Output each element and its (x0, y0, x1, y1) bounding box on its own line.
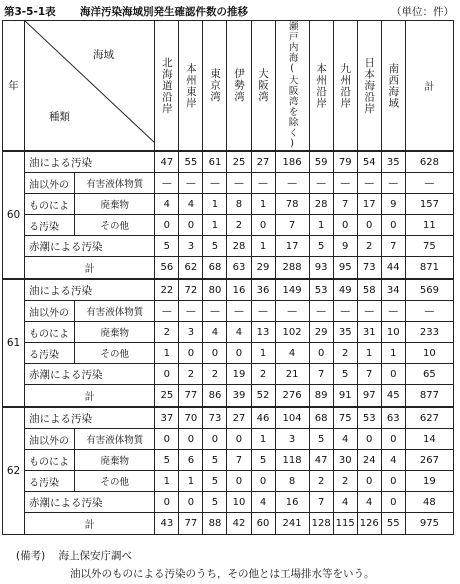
value-cell: 17 (275, 236, 309, 257)
value-cell: 1 (155, 471, 179, 492)
value-cell: 4 (203, 322, 227, 343)
value-cell: 0 (179, 429, 203, 450)
col-header: 瀬戸内海(大阪湾を除く) (275, 21, 309, 152)
value-cell: 4 (227, 322, 251, 343)
value-cell: 2 (251, 364, 275, 385)
value-cell: 58 (357, 279, 381, 301)
value-cell: 30 (333, 450, 357, 471)
value-cell: 2 (333, 343, 357, 364)
value-cell: — (203, 173, 227, 194)
year-cell: 61 (3, 279, 25, 407)
value-cell: 4 (179, 194, 203, 215)
value-cell: 104 (275, 407, 309, 429)
value-cell: 4 (155, 194, 179, 215)
value-cell: 3 (179, 236, 203, 257)
value-cell: 0 (357, 429, 381, 450)
value-cell: 1 (203, 215, 227, 236)
value-cell: 5 (203, 236, 227, 257)
value-cell: 569 (405, 279, 453, 301)
value-cell: 4 (251, 492, 275, 513)
value-cell: 0 (251, 215, 275, 236)
col-header: 大阪湾 (251, 21, 275, 152)
value-cell: 1 (309, 215, 333, 236)
value-cell: 0 (179, 343, 203, 364)
value-cell: — (357, 301, 381, 322)
value-cell: 11 (405, 215, 453, 236)
value-cell: 0 (227, 471, 251, 492)
value-cell: 47 (155, 151, 179, 173)
note-source: 海上保安庁調べ (58, 550, 133, 562)
value-cell: 72 (179, 279, 203, 301)
value-cell: 36 (251, 279, 275, 301)
value-cell: 0 (203, 343, 227, 364)
value-cell: 37 (155, 407, 179, 429)
value-cell: 2 (309, 471, 333, 492)
value-cell: 10 (405, 343, 453, 364)
year-header: 年 (3, 21, 25, 152)
value-cell: 233 (405, 322, 453, 343)
value-cell: 93 (309, 257, 333, 280)
total-row (3, 257, 454, 280)
value-cell: 47 (309, 450, 333, 471)
data-row (3, 364, 454, 385)
data-row (3, 301, 454, 322)
data-row (3, 215, 454, 236)
value-cell: 86 (203, 385, 227, 408)
col-header: 本州東岸 (179, 21, 203, 152)
data-row (3, 322, 454, 343)
value-cell: 6 (179, 450, 203, 471)
value-cell: 1 (381, 343, 405, 364)
value-cell: 77 (179, 513, 203, 535)
value-cell: 0 (155, 492, 179, 513)
value-cell: 115 (333, 513, 357, 535)
value-cell: 53 (309, 279, 333, 301)
row-label: 油以外の (25, 173, 75, 194)
value-cell: 91 (333, 385, 357, 408)
header-row (3, 21, 454, 152)
value-cell: 60 (251, 513, 275, 535)
total-label: 計 (25, 257, 155, 280)
value-cell: 52 (251, 385, 275, 408)
value-cell: 73 (203, 407, 227, 429)
total-row (3, 513, 454, 535)
sub-label: その他 (75, 215, 155, 236)
value-cell: 975 (405, 513, 453, 535)
value-cell: 0 (179, 215, 203, 236)
value-cell: — (251, 173, 275, 194)
data-row (3, 343, 454, 364)
value-cell: 89 (309, 385, 333, 408)
value-cell: 0 (227, 429, 251, 450)
value-cell: 65 (405, 364, 453, 385)
value-cell: 0 (203, 429, 227, 450)
value-cell: 34 (381, 279, 405, 301)
value-cell: — (179, 301, 203, 322)
diagonal-line (25, 21, 155, 143)
value-cell: 0 (309, 343, 333, 364)
data-row (3, 471, 454, 492)
value-cell: 5 (333, 364, 357, 385)
value-cell: 75 (405, 236, 453, 257)
value-cell: 1 (251, 429, 275, 450)
value-cell: 28 (227, 236, 251, 257)
value-cell: 1 (203, 194, 227, 215)
value-cell: 29 (251, 257, 275, 280)
value-cell: 2 (155, 322, 179, 343)
value-cell: 0 (381, 364, 405, 385)
row-label: 赤潮による汚染 (25, 492, 155, 513)
value-cell: 5 (203, 471, 227, 492)
row-label: 油による汚染 (25, 279, 155, 301)
value-cell: 19 (227, 364, 251, 385)
col-header: 南西海域 (381, 21, 405, 152)
value-cell: 276 (275, 385, 309, 408)
total-row (3, 385, 454, 408)
value-cell: 0 (357, 471, 381, 492)
value-cell: 2 (179, 364, 203, 385)
value-cell: 31 (357, 322, 381, 343)
value-cell: 77 (179, 385, 203, 408)
value-cell: 63 (227, 257, 251, 280)
value-cell: 49 (333, 279, 357, 301)
value-cell: 63 (381, 407, 405, 429)
value-cell: 56 (155, 257, 179, 280)
row-label: 油以外の (25, 429, 75, 450)
value-cell: — (357, 173, 381, 194)
row-label: 赤潮による汚染 (25, 236, 155, 257)
value-cell: 68 (203, 257, 227, 280)
value-cell: 42 (227, 513, 251, 535)
total-label: 計 (25, 513, 155, 535)
value-cell: 0 (227, 343, 251, 364)
value-cell: 118 (275, 450, 309, 471)
value-cell: 0 (155, 215, 179, 236)
row-label: ものによ (25, 450, 75, 471)
value-cell: 1 (179, 471, 203, 492)
total-label: 計 (25, 385, 155, 408)
value-cell: 95 (333, 257, 357, 280)
value-cell: 102 (275, 322, 309, 343)
value-cell: 186 (275, 151, 309, 173)
value-cell: 126 (357, 513, 381, 535)
diagonal-header (25, 21, 155, 152)
value-cell: 4 (381, 450, 405, 471)
row-label: る汚染 (25, 215, 75, 236)
sub-label: その他 (75, 471, 155, 492)
value-cell: 24 (357, 450, 381, 471)
value-cell: 4 (333, 429, 357, 450)
value-cell: 2 (203, 364, 227, 385)
note-label: (備考) (16, 550, 46, 562)
table-number: 第3-5-1表 (4, 6, 56, 18)
value-cell: 45 (381, 385, 405, 408)
value-cell: 7 (309, 492, 333, 513)
row-label: ものによ (25, 322, 75, 343)
data-row (3, 492, 454, 513)
value-cell: 62 (179, 257, 203, 280)
value-cell: 28 (309, 194, 333, 215)
value-cell: 2 (333, 471, 357, 492)
value-cell: 21 (275, 364, 309, 385)
value-cell: — (405, 301, 453, 322)
col-header: 九州沿岸 (333, 21, 357, 152)
value-cell: 27 (251, 151, 275, 173)
value-cell: 80 (203, 279, 227, 301)
data-row (3, 429, 454, 450)
value-cell: 55 (381, 513, 405, 535)
sub-label: 有害液体物質 (75, 173, 155, 194)
sub-label: その他 (75, 343, 155, 364)
value-cell: 5 (203, 450, 227, 471)
value-cell: 17 (357, 194, 381, 215)
value-cell: 25 (155, 385, 179, 408)
value-cell: 0 (381, 492, 405, 513)
value-cell: 5 (309, 236, 333, 257)
value-cell: — (405, 173, 453, 194)
row-label: 油による汚染 (25, 151, 155, 173)
col-header: 伊勢湾 (227, 21, 251, 152)
row-label: 油による汚染 (25, 407, 155, 429)
col-header: 北海道沿岸 (155, 21, 179, 152)
table-title-bar (2, 2, 458, 18)
value-cell: 1 (251, 194, 275, 215)
data-row (3, 173, 454, 194)
value-cell: 16 (227, 279, 251, 301)
value-cell: 53 (357, 407, 381, 429)
value-cell: 88 (203, 513, 227, 535)
value-cell: 54 (357, 151, 381, 173)
value-cell: — (275, 173, 309, 194)
value-cell: 59 (309, 151, 333, 173)
value-cell: 29 (309, 322, 333, 343)
value-cell: 0 (333, 215, 357, 236)
value-cell: — (203, 301, 227, 322)
value-cell: 877 (405, 385, 453, 408)
note-line-1 (16, 548, 132, 563)
value-cell: 35 (333, 322, 357, 343)
value-cell: 48 (405, 492, 453, 513)
value-cell: 3 (275, 429, 309, 450)
area-label: 海域 (93, 49, 115, 61)
value-cell: 3 (179, 322, 203, 343)
value-cell: 267 (405, 450, 453, 471)
value-cell: 1 (251, 343, 275, 364)
value-cell: 157 (405, 194, 453, 215)
value-cell: 10 (227, 492, 251, 513)
value-cell: 44 (381, 257, 405, 280)
value-cell: 97 (357, 385, 381, 408)
value-cell: 73 (357, 257, 381, 280)
data-row (3, 151, 454, 173)
value-cell: 241 (275, 513, 309, 535)
value-cell: 61 (203, 151, 227, 173)
value-cell: 9 (381, 194, 405, 215)
value-cell: 2 (227, 215, 251, 236)
value-cell: 4 (357, 492, 381, 513)
sub-label: 廃棄物 (75, 450, 155, 471)
value-cell: 9 (333, 236, 357, 257)
value-cell: — (333, 173, 357, 194)
col-header: 計 (405, 21, 453, 152)
row-label: 油以外の (25, 301, 75, 322)
value-cell: 0 (357, 215, 381, 236)
value-cell: 8 (275, 471, 309, 492)
sub-label: 廃棄物 (75, 322, 155, 343)
col-header: 本州沿岸 (309, 21, 333, 152)
value-cell: 0 (155, 429, 179, 450)
data-row (3, 236, 454, 257)
value-cell: 7 (357, 364, 381, 385)
value-cell: 0 (179, 492, 203, 513)
value-cell: 43 (155, 513, 179, 535)
value-cell: — (155, 173, 179, 194)
value-cell: 16 (275, 492, 309, 513)
value-cell: 19 (405, 471, 453, 492)
value-cell: — (309, 173, 333, 194)
year-cell: 60 (3, 151, 25, 279)
value-cell: 78 (275, 194, 309, 215)
data-row (3, 407, 454, 429)
value-cell: 1 (155, 343, 179, 364)
row-label: ものによ (25, 194, 75, 215)
col-header: 日本海沿岸 (357, 21, 381, 152)
note-line-2: 油以外のものによる汚染のうち，その他とは工場排水等をいう。 (70, 568, 375, 580)
year-cell: 62 (3, 407, 25, 535)
sub-label: 有害液体物質 (75, 301, 155, 322)
value-cell: 5 (155, 450, 179, 471)
value-cell: 75 (333, 407, 357, 429)
value-cell: 2 (357, 236, 381, 257)
data-row (3, 194, 454, 215)
value-cell: 79 (333, 151, 357, 173)
col-header: 東京湾 (203, 21, 227, 152)
sub-label: 廃棄物 (75, 194, 155, 215)
value-cell: 1 (357, 343, 381, 364)
value-cell: 128 (309, 513, 333, 535)
value-cell: 39 (227, 385, 251, 408)
value-cell: 8 (227, 194, 251, 215)
value-cell: — (179, 173, 203, 194)
pollution-table (2, 20, 454, 535)
value-cell: — (155, 301, 179, 322)
value-cell: 5 (155, 236, 179, 257)
value-cell: — (275, 301, 309, 322)
value-cell: — (227, 301, 251, 322)
value-cell: 4 (275, 343, 309, 364)
value-cell: — (381, 173, 405, 194)
value-cell: 0 (381, 215, 405, 236)
value-cell: 5 (309, 429, 333, 450)
value-cell: 25 (227, 151, 251, 173)
value-cell: 35 (381, 151, 405, 173)
value-cell: 628 (405, 151, 453, 173)
value-cell: 14 (405, 429, 453, 450)
row-label: る汚染 (25, 471, 75, 492)
value-cell: — (251, 301, 275, 322)
value-cell: 288 (275, 257, 309, 280)
value-cell: 46 (251, 407, 275, 429)
value-cell: 22 (155, 279, 179, 301)
data-row (3, 279, 454, 301)
value-cell: — (227, 173, 251, 194)
data-row (3, 450, 454, 471)
value-cell: 7 (309, 364, 333, 385)
value-cell: 0 (251, 471, 275, 492)
value-cell: 7 (227, 450, 251, 471)
table-title: 海洋汚染海域別発生確認件数の推移 (80, 6, 248, 18)
value-cell: 5 (203, 492, 227, 513)
value-cell: 55 (179, 151, 203, 173)
value-cell: — (381, 301, 405, 322)
value-cell: 1 (251, 236, 275, 257)
value-cell: — (333, 301, 357, 322)
value-cell: 0 (381, 471, 405, 492)
value-cell: 627 (405, 407, 453, 429)
type-label: 種類 (49, 111, 71, 123)
value-cell: — (309, 301, 333, 322)
value-cell: 10 (381, 322, 405, 343)
value-cell: 7 (381, 236, 405, 257)
row-label: 赤潮による汚染 (25, 364, 155, 385)
value-cell: 70 (179, 407, 203, 429)
value-cell: 4 (333, 492, 357, 513)
value-cell: 7 (275, 215, 309, 236)
value-cell: 27 (227, 407, 251, 429)
value-cell: 0 (155, 364, 179, 385)
unit-label: （単位：件） (391, 6, 454, 18)
value-cell: 0 (381, 429, 405, 450)
row-label: る汚染 (25, 343, 75, 364)
value-cell: 871 (405, 257, 453, 280)
value-cell: 13 (251, 322, 275, 343)
value-cell: 149 (275, 279, 309, 301)
value-cell: 5 (251, 450, 275, 471)
value-cell: 7 (333, 194, 357, 215)
sub-label: 有害液体物質 (75, 429, 155, 450)
value-cell: 68 (309, 407, 333, 429)
